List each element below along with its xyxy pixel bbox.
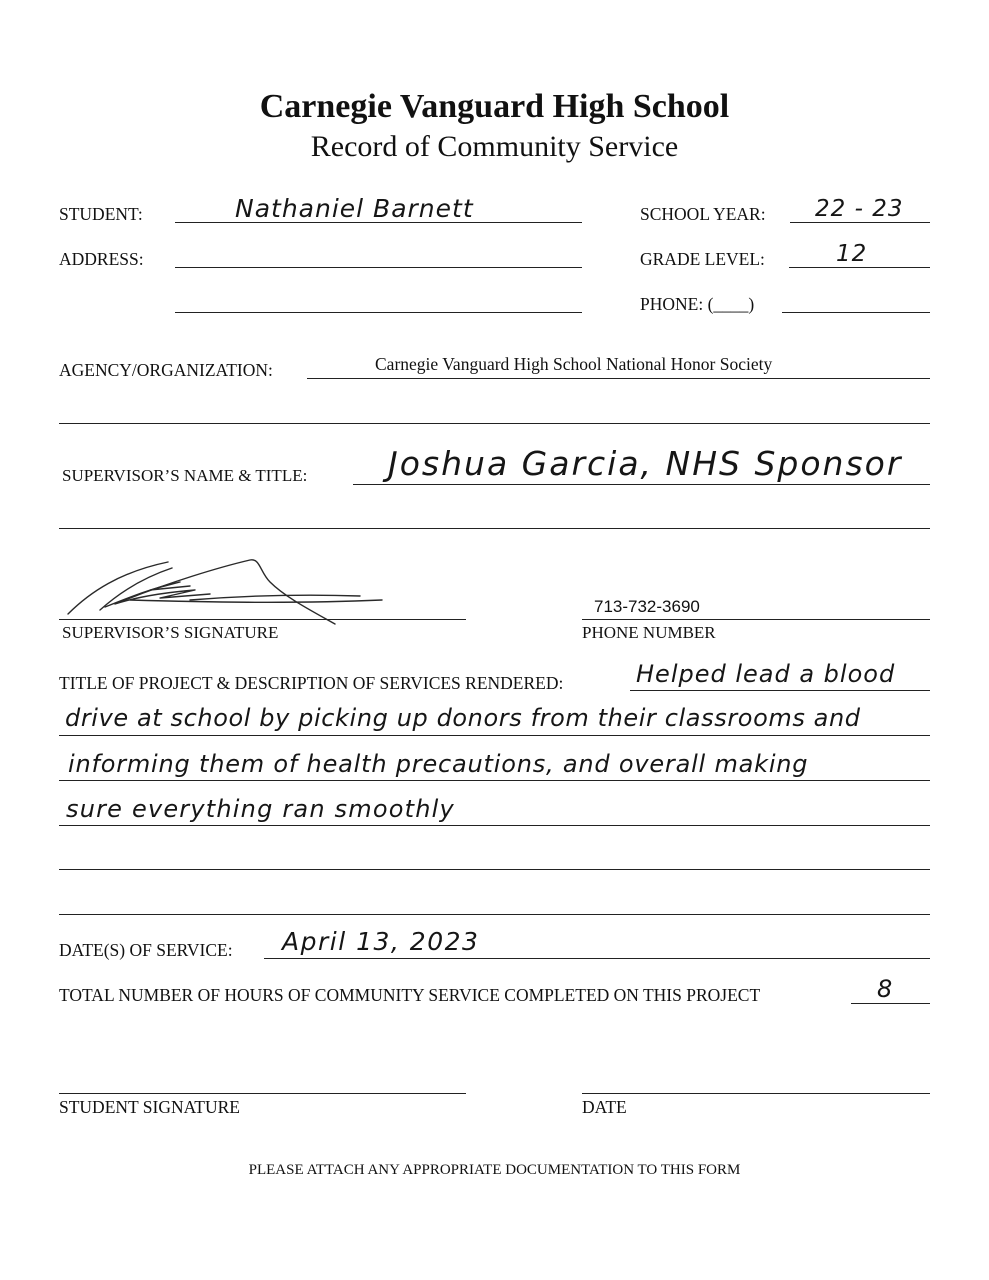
project-label: TITLE OF PROJECT & DESCRIPTION OF SERVICES RENDERED:	[59, 673, 564, 693]
project-line-5	[59, 869, 930, 870]
project-line-2	[59, 735, 930, 736]
school-title: Carnegie Vanguard High School	[259, 88, 730, 125]
student-signature-line	[59, 1093, 466, 1094]
supervisor-name-line	[353, 484, 930, 485]
date-line	[582, 1093, 930, 1094]
agency-line	[307, 378, 930, 379]
agency-value: Carnegie Vanguard High School National Honor Society	[375, 354, 773, 374]
supervisor-signature-label: SUPERVISOR’S SIGNATURE	[62, 623, 279, 642]
description-line-4: sure everything ran smoothly	[66, 795, 455, 823]
supervisor-signature-line	[59, 619, 466, 620]
agency-label: AGENCY/ORGANIZATION:	[59, 360, 273, 380]
total-hours-line	[851, 1003, 930, 1004]
supervisor-signature-scribble	[60, 552, 400, 632]
dates-line	[264, 958, 930, 959]
project-line-1	[630, 690, 930, 691]
school-year-line	[790, 222, 930, 223]
supervisor-phone-value: 713-732-3690	[594, 597, 700, 616]
description-line-2: drive at school by picking up donors from their classrooms and	[65, 704, 861, 732]
project-line-3	[59, 780, 930, 781]
address-line-1	[175, 267, 582, 268]
grade-level-value: 12	[836, 241, 868, 267]
description-line-1: Helped lead a blood	[636, 660, 896, 688]
phone-number-label: PHONE NUMBER	[582, 623, 716, 642]
student-signature-label: STUDENT SIGNATURE	[59, 1097, 240, 1117]
school-year-label: SCHOOL YEAR:	[640, 204, 766, 224]
phone-number-line	[582, 619, 930, 620]
grade-level-label: GRADE LEVEL:	[640, 249, 765, 269]
agency-line-2	[59, 423, 930, 424]
dates-label: DATE(S) OF SERVICE:	[59, 940, 233, 960]
address-line-2	[175, 312, 582, 313]
total-hours-label: TOTAL NUMBER OF HOURS OF COMMUNITY SERVICE COMPLETED ON THIS PROJECT	[59, 985, 761, 1005]
supervisor-name-label: SUPERVISOR’S NAME & TITLE:	[62, 466, 308, 485]
grade-level-line	[789, 267, 930, 268]
phone-label: PHONE: (____)	[640, 294, 755, 314]
supervisor-name-value: Joshua Garcia, NHS Sponsor	[388, 444, 903, 483]
address-label: ADDRESS:	[59, 249, 144, 269]
dates-value: April 13, 2023	[282, 927, 480, 956]
student-label: STUDENT:	[59, 204, 143, 224]
description-line-3: informing them of health precautions, and overall making	[68, 750, 809, 778]
form-title: Record of Community Service	[310, 130, 679, 163]
date-label: DATE	[582, 1097, 627, 1117]
project-line-4	[59, 825, 930, 826]
total-hours-value: 8	[877, 975, 894, 1003]
phone-line	[782, 312, 930, 313]
student-name-value: Nathaniel Barnett	[235, 194, 474, 223]
school-year-value: 22 - 23	[815, 196, 904, 222]
project-line-6	[59, 914, 930, 915]
supervisor-line-2	[59, 528, 930, 529]
footer-note: PLEASE ATTACH ANY APPROPRIATE DOCUMENTATION TO THIS FORM	[248, 1162, 741, 1178]
